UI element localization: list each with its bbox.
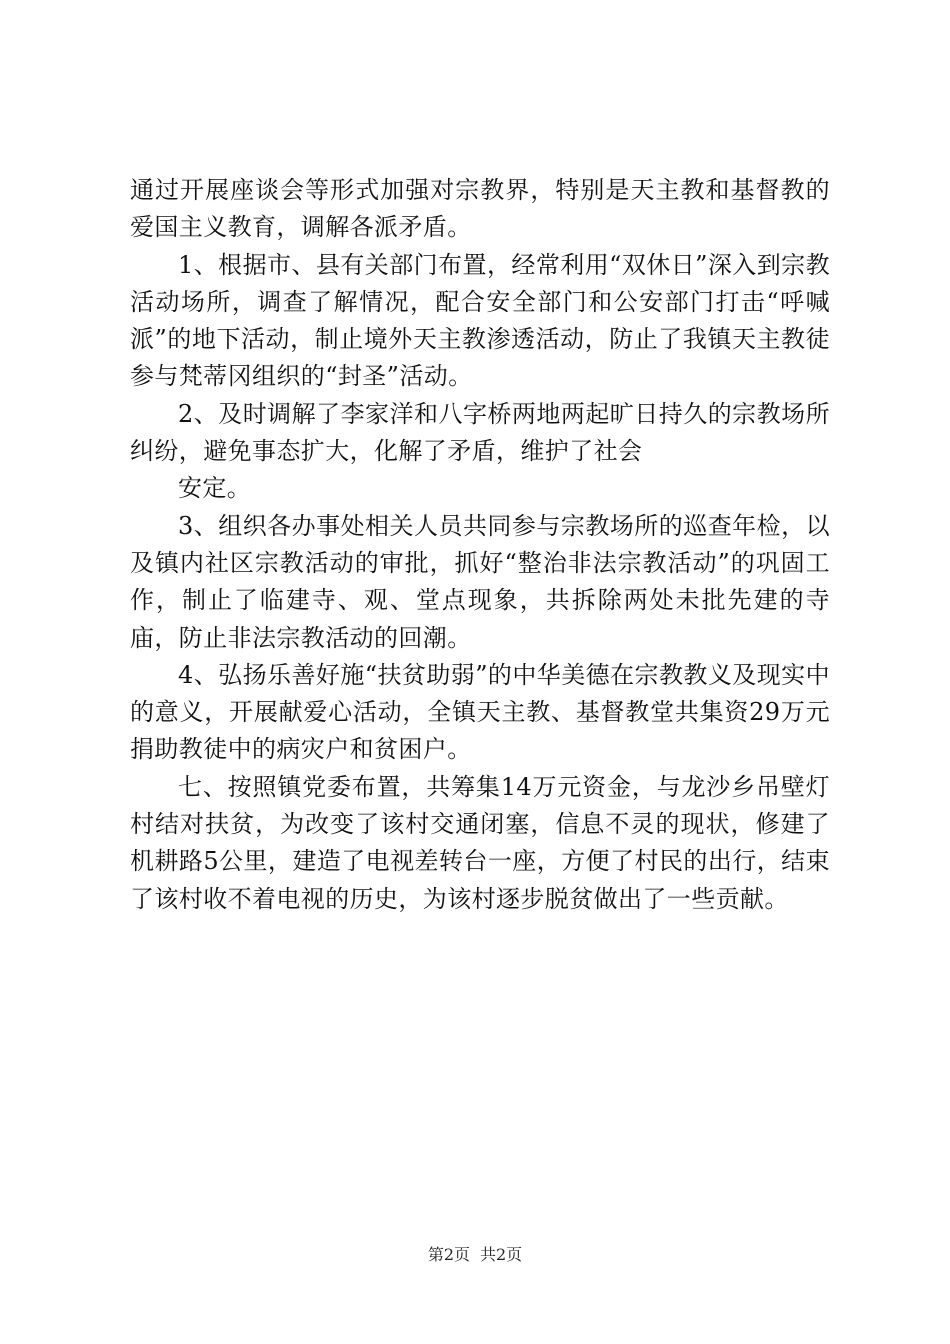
page-number-total: 共2页 bbox=[480, 1245, 523, 1264]
paragraph-item-2-continued: 安定。 bbox=[178, 474, 252, 503]
document-body bbox=[130, 172, 830, 918]
paragraph-section-7: 七、按照镇党委布置，共筹集14万元资金，与龙沙乡吊壁灯村结对扶贫，为改变了该村交通闭塞，信息不灵的现状，修建了机耕路5公里，建造了电视差转台一座，方便了村民的出行，结束了该村收不着电视的历史，为该村逐步脱贫做出了一些贡献。 bbox=[130, 772, 830, 913]
paragraph-item-2: 2、及时调解了李家洋和八字桥两地两起旷日持久的宗教场所纠纷，避免事态扩大，化解了矛盾，维护了社会 bbox=[130, 399, 830, 466]
page-footer bbox=[0, 1245, 950, 1265]
page-number-current: 第2页 bbox=[427, 1245, 470, 1264]
paragraph-item-3: 3、组织各办事处相关人员共同参与宗教场所的巡查年检，以及镇内社区宗教活动的审批，抓好“整治非法宗教活动”的巩固工作，制止了临建寺、观、堂点现象，共拆除两处未批先建的寺庙，防止非法宗教活动的回潮。 bbox=[130, 511, 830, 652]
paragraph-item-4: 4、弘扬乐善好施“扶贫助弱”的中华美德在宗教教义及现实中的意义，开展献爱心活动，全镇天主教、基督教堂共集资29万元捐助教徒中的病灾户和贫困户。 bbox=[130, 660, 830, 764]
paragraph-intro: 通过开展座谈会等形式加强对宗教界，特别是天主教和基督教的爱国主义教育，调解各派矛盾。 bbox=[130, 176, 830, 242]
paragraph-item-1: 1、根据市、县有关部门布置，经常利用“双休日”深入到宗教活动场所，调查了解情况，配合安全部门和公安部门打击“呼喊派”的地下活动，制止境外天主教渗透活动，防止了我镇天主教徒参与梵蒂冈组织的“封圣”活动。 bbox=[130, 250, 830, 391]
